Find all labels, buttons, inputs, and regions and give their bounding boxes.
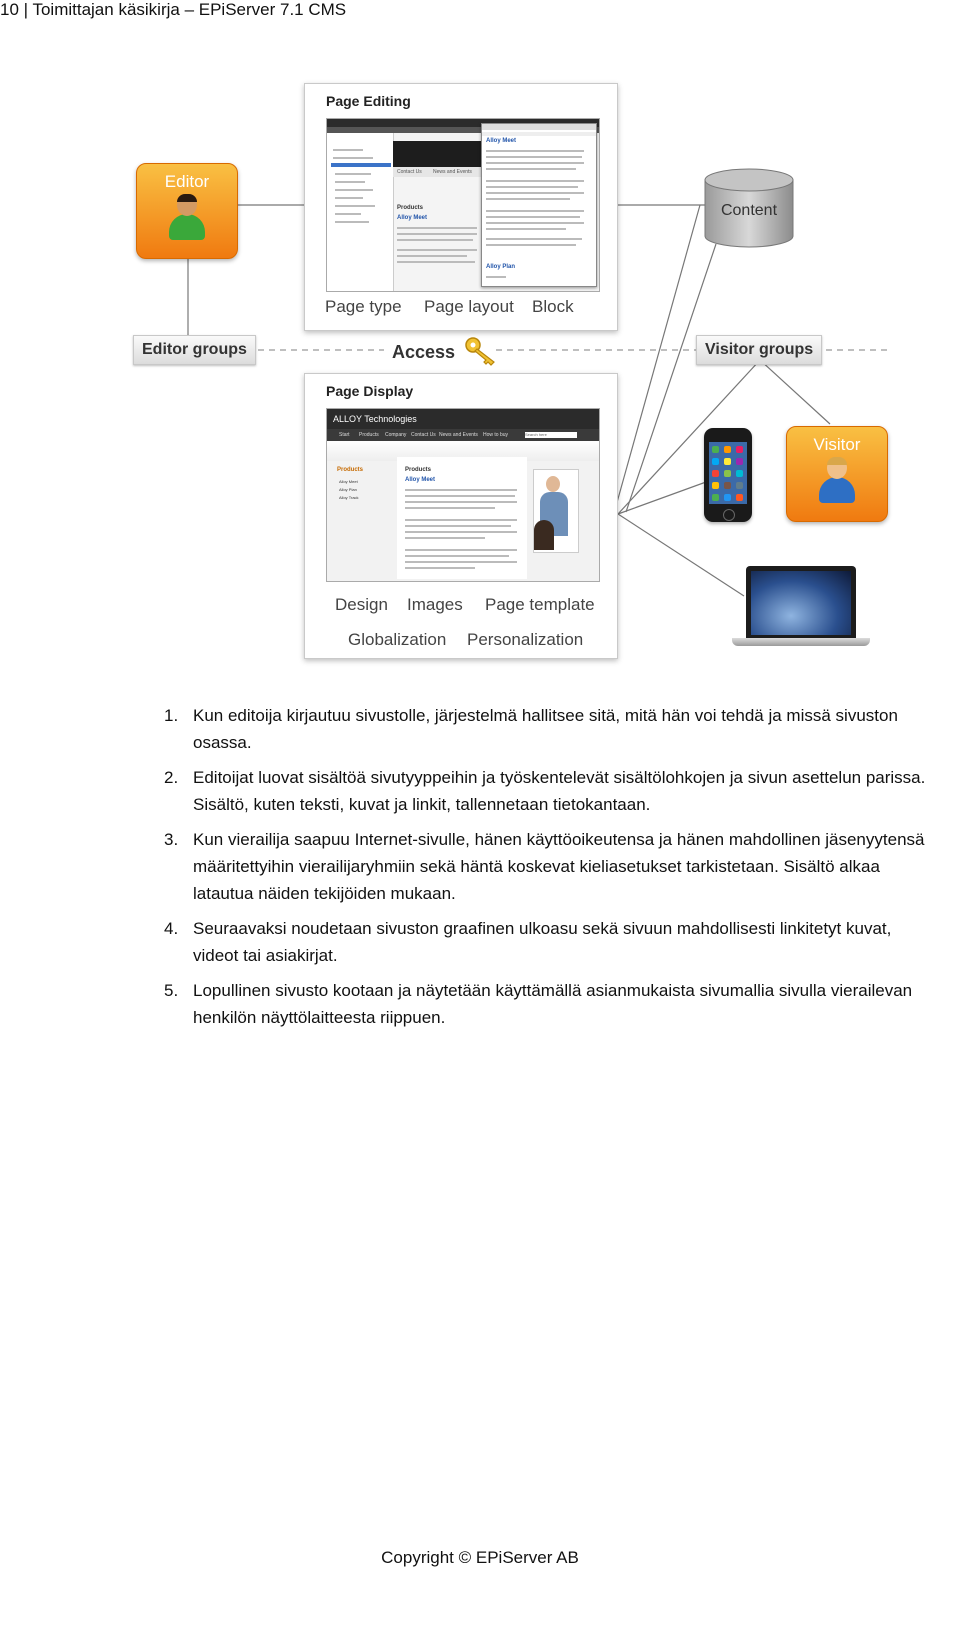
main-heading: Products <box>405 467 432 473</box>
label-page-template: Page template <box>485 595 595 614</box>
visitor-box <box>786 426 888 522</box>
page-display-title: Page Display <box>326 383 414 399</box>
visitor-person-icon <box>817 457 857 509</box>
side-item: Alloy Meet <box>339 479 358 484</box>
editor-box <box>136 163 238 259</box>
nav-item: Contact Us <box>411 432 436 438</box>
laptop-icon <box>732 566 870 650</box>
list-item: 5. Lopullinen sivusto kootaan ja näytetään käyttämällä asianmukaista sivumallia sivulla vierailevan henkilön näyttölaitteesta riippuen. <box>164 981 913 1027</box>
product-link: Alloy Meet <box>397 215 428 221</box>
editor-label: Editor <box>164 172 210 191</box>
list-item: 1. Kun editoija kirjautuu sivustolle, järjestelmä hallitsee sitä, mitä hän voi tehdä ja missä sivuston osassa. <box>164 706 898 752</box>
page-editing-panel <box>304 83 618 331</box>
page-footer: Copyright © EPiServer AB <box>381 1548 579 1567</box>
page-display-screenshot <box>326 408 600 582</box>
page-editing-screenshot <box>326 118 600 292</box>
nav-item: News and Events <box>439 432 478 438</box>
key-icon <box>464 336 498 366</box>
label-globalization: Globalization <box>348 630 447 649</box>
visitor-groups-tag: Visitor groups <box>696 335 822 365</box>
visitor-label: Visitor <box>813 435 861 454</box>
page-editing-title: Page Editing <box>326 93 411 109</box>
label-design: Design <box>335 595 388 614</box>
side-item: Alloy Track <box>339 495 359 500</box>
list-item: 3. Kun vierailija saapuu Internet-sivulle, hänen käyttöoikeutensa ja hänen mahdollinen jäsenyytensä määritettyihin vierailijaryhmiin sekä häntä koskevat kieliasetukset tarkistetaan. Sisältö alkaa latautua näiden tekijöiden mukaan. <box>164 830 925 903</box>
list-item: 2. Editoijat luovat sisältöä sivutyyppeihin ja työskentelevät sisältölohkojen ja sivun asettelun parissa. Sisältö, kuten teksti, kuvat ja linkit, tallennetaan tietokantaan. <box>164 768 926 814</box>
main-link: Alloy Meet <box>405 477 436 483</box>
access-label: Access <box>392 342 456 362</box>
label-page-layout: Page layout <box>424 297 514 316</box>
mini-search-box: Search here <box>525 432 577 438</box>
side-heading: Products <box>337 467 364 473</box>
editor-groups-tag: Editor groups <box>133 335 256 365</box>
alloy-logo: ALLOY Technologies <box>333 414 417 424</box>
nav-item: Company <box>385 432 407 438</box>
menu-item: News and Events <box>433 169 472 175</box>
nav-item: How to buy <box>483 432 509 438</box>
nav-item: Products <box>359 432 379 438</box>
label-page-type: Page type <box>325 297 402 316</box>
edit-overlay-dialog <box>481 123 597 287</box>
steps-list <box>164 702 934 1039</box>
people-photo <box>533 469 579 553</box>
label-block: Block <box>532 297 574 316</box>
label-images: Images <box>407 595 463 614</box>
overlay-heading: Alloy Meet <box>486 138 517 144</box>
page-display-panel <box>304 373 618 659</box>
menu-item: Contact Us <box>397 169 422 175</box>
products-heading: Products <box>397 205 424 211</box>
editor-person-icon <box>167 194 207 246</box>
content-database-icon <box>704 168 794 248</box>
page-header: 10 | Toimittajan käsikirja – EPiServer 7.1 CMS <box>0 0 347 19</box>
label-personalization: Personalization <box>467 630 584 649</box>
architecture-diagram <box>0 0 960 680</box>
overlay-link: Alloy Plan <box>486 264 516 270</box>
smartphone-icon <box>704 428 752 522</box>
nav-item: Start <box>339 432 350 438</box>
list-item: 4. Seuraavaksi noudetaan sivuston graafinen ulkoasu sekä sivuun mahdollisesti linkitetyt kuvat, videot tai asiakirjat. <box>164 919 892 965</box>
side-item: Alloy Plan <box>339 487 357 492</box>
content-label: Content <box>720 202 778 219</box>
